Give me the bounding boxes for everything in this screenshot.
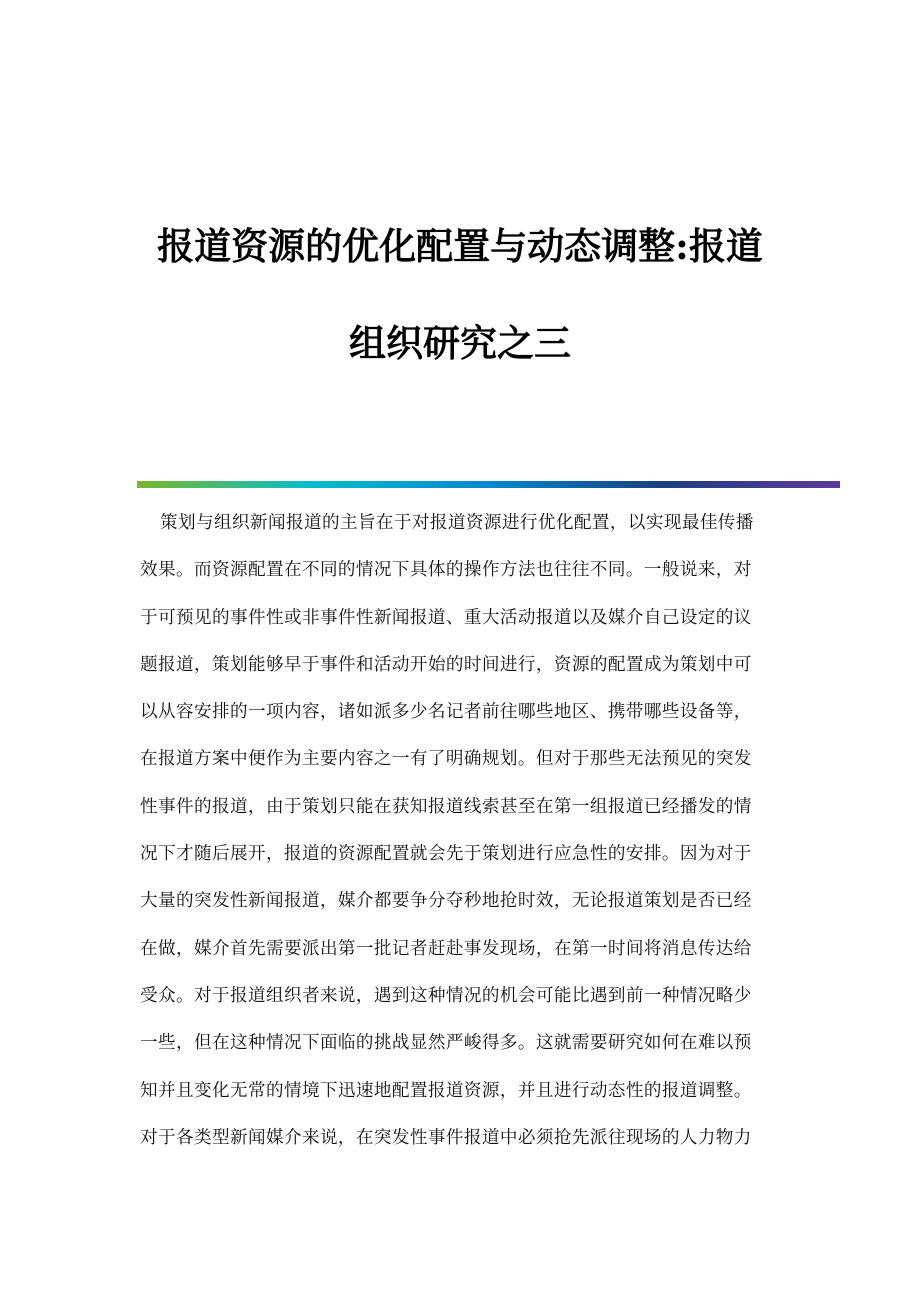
body-line: 况下才随后展开，报道的资源配置就会先于策划进行应急性的安排。因为对于 [140, 844, 752, 865]
body-line: 效果。而资源配置在不同的情况下具体的操作方法也往往不同。一般说来，对 [140, 560, 752, 581]
body-paragraph [140, 511, 780, 1173]
gradient-divider [137, 481, 840, 488]
body-line: 在做，媒介首先需要派出第一批记者赶赴事发现场，在第一时间将消息传达给 [140, 938, 752, 959]
body-line: 性事件的报道，由于策划只能在获知报道线索甚至在第一组报道已经播发的情 [140, 796, 752, 817]
body-line: 于可预见的事件性或非事件性新闻报道、重大活动报道以及媒介自己设定的议 [140, 607, 752, 628]
body-line: 知并且变化无常的情境下迅速地配置报道资源，并且进行动态性的报道调整。 [140, 1080, 752, 1101]
body-line: 以从容安排的一项内容，诸如派多少名记者前往哪些地区、携带哪些设备等， [140, 702, 752, 723]
body-line: 一些，但在这种情况下面临的挑战显然严峻得多。这就需要研究如何在难以预 [140, 1033, 752, 1054]
body-line: 大量的突发性新闻报道，媒介都要争分夺秒地抢时效，无论报道策划是否已经 [140, 891, 752, 912]
body-line: 对于各类型新闻媒介来说，在突发性事件报道中必须抢先派往现场的人力物力 [140, 1127, 752, 1148]
body-line: 在报道方案中便作为主要内容之一有了明确规划。但对于那些无法预见的突发 [140, 749, 752, 770]
body-line: 题报道，策划能够早于事件和活动开始的时间进行，资源的配置成为策划中可 [140, 654, 752, 675]
body-line: 受众。对于报道组织者来说，遇到这种情况的机会可能比遇到前一种情况略少 [140, 985, 752, 1006]
document-title-line-1: 报道资源的优化配置与动态调整:报道 [157, 224, 763, 268]
body-line: 策划与组织新闻报道的主旨在于对报道资源进行优化配置，以实现最佳传播 [160, 513, 754, 533]
document-title-line-2: 组织研究之三 [349, 321, 571, 365]
